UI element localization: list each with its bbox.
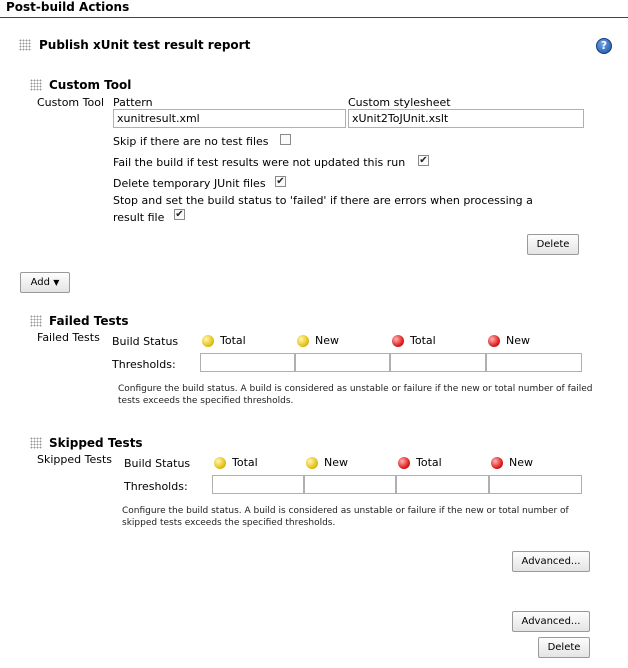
failed-desc: Configure the build status. A build is considered as unstable or failure if the new or total number of failed — [118, 384, 593, 394]
pattern-input[interactable] — [113, 109, 346, 128]
skipped-desc-2: skipped tests exceeds the specified thresholds. — [122, 518, 336, 528]
failed-tests-title: Failed Tests — [49, 314, 129, 328]
yellow-ball-icon — [202, 335, 214, 347]
advanced-button-publisher[interactable]: Advanced... — [512, 611, 590, 632]
stylesheet-label: Custom stylesheet — [348, 96, 451, 109]
skipped-col-total-failure: Total — [416, 456, 442, 469]
publisher-title: Publish xUnit test result report — [39, 38, 251, 52]
skipped-new-failure-input[interactable] — [489, 475, 582, 494]
red-ball-icon — [491, 457, 503, 469]
drag-handle[interactable] — [30, 437, 42, 449]
skipped-col-new-unstable: New — [324, 456, 348, 469]
option-fail-not-updated-label: Fail the build if test results were not updated this run — [113, 156, 406, 169]
skipped-new-unstable-input[interactable] — [304, 475, 396, 494]
drag-handle[interactable] — [30, 79, 42, 91]
delete-tool-button[interactable]: Delete — [527, 234, 579, 255]
failed-total-failure-input[interactable] — [390, 353, 486, 372]
drag-handle[interactable] — [30, 315, 42, 327]
failed-col-new-failure: New — [506, 334, 530, 347]
option-skip-no-files-label: Skip if there are no test files — [113, 135, 269, 148]
delete-publisher-button[interactable]: Delete — [538, 637, 590, 658]
failed-col-total-unstable: Total — [220, 334, 246, 347]
option-delete-temp-label: Delete temporary JUnit files — [113, 177, 266, 190]
add-button-label: Add — [30, 277, 51, 288]
failed-col-new-unstable: New — [315, 334, 339, 347]
section-title: Post-build Actions — [0, 0, 628, 18]
option-stop-label: Stop and set the build status to 'failed' if there are errors when processing a — [113, 194, 533, 207]
chevron-down-icon: ▼ — [53, 278, 60, 287]
add-button[interactable] — [20, 272, 70, 293]
skipped-tests-side-label: Skipped Tests — [37, 453, 113, 466]
failed-new-unstable-input[interactable] — [295, 353, 390, 372]
yellow-ball-icon — [214, 457, 226, 469]
failed-desc-2: tests exceeds the specified thresholds. — [118, 396, 294, 406]
skipped-build-status-label: Build Status — [124, 457, 191, 470]
stylesheet-input[interactable] — [348, 109, 584, 128]
stop-on-error-checkbox[interactable]: ✔ — [175, 209, 184, 220]
skipped-total-failure-input[interactable] — [396, 475, 489, 494]
advanced-button-skipped[interactable]: Advanced... — [512, 551, 590, 572]
option-stop-label-2: result file — [113, 211, 165, 224]
custom-tool-side-label: Custom Tool — [37, 96, 105, 109]
skipped-tests-title: Skipped Tests — [49, 436, 143, 450]
drag-handle[interactable] — [19, 39, 31, 51]
skipped-col-new-failure: New — [509, 456, 533, 469]
failed-total-unstable-input[interactable] — [200, 353, 295, 372]
yellow-ball-icon — [297, 335, 309, 347]
skipped-total-unstable-input[interactable] — [212, 475, 304, 494]
red-ball-icon — [398, 457, 410, 469]
failed-col-total-failure: Total — [410, 334, 436, 347]
fail-not-updated-checkbox[interactable]: ✔ — [419, 155, 428, 166]
failed-build-status-label: Build Status — [112, 335, 179, 348]
skipped-desc: Configure the build status. A build is considered as unstable or failure if the new or total number of — [122, 506, 569, 516]
custom-tool-title: Custom Tool — [49, 78, 132, 92]
skipped-col-total-unstable: Total — [232, 456, 258, 469]
skipped-thresholds-label: Thresholds: — [124, 480, 188, 493]
pattern-label: Pattern — [113, 96, 153, 109]
red-ball-icon — [392, 335, 404, 347]
help-icon[interactable]: ? — [596, 38, 612, 54]
yellow-ball-icon — [306, 457, 318, 469]
skip-no-files-checkbox[interactable] — [280, 134, 291, 145]
failed-thresholds-label: Thresholds: — [112, 358, 176, 371]
failed-tests-side-label: Failed Tests — [37, 331, 100, 344]
red-ball-icon — [488, 335, 500, 347]
failed-new-failure-input[interactable] — [486, 353, 582, 372]
delete-temp-checkbox[interactable]: ✔ — [276, 176, 285, 187]
